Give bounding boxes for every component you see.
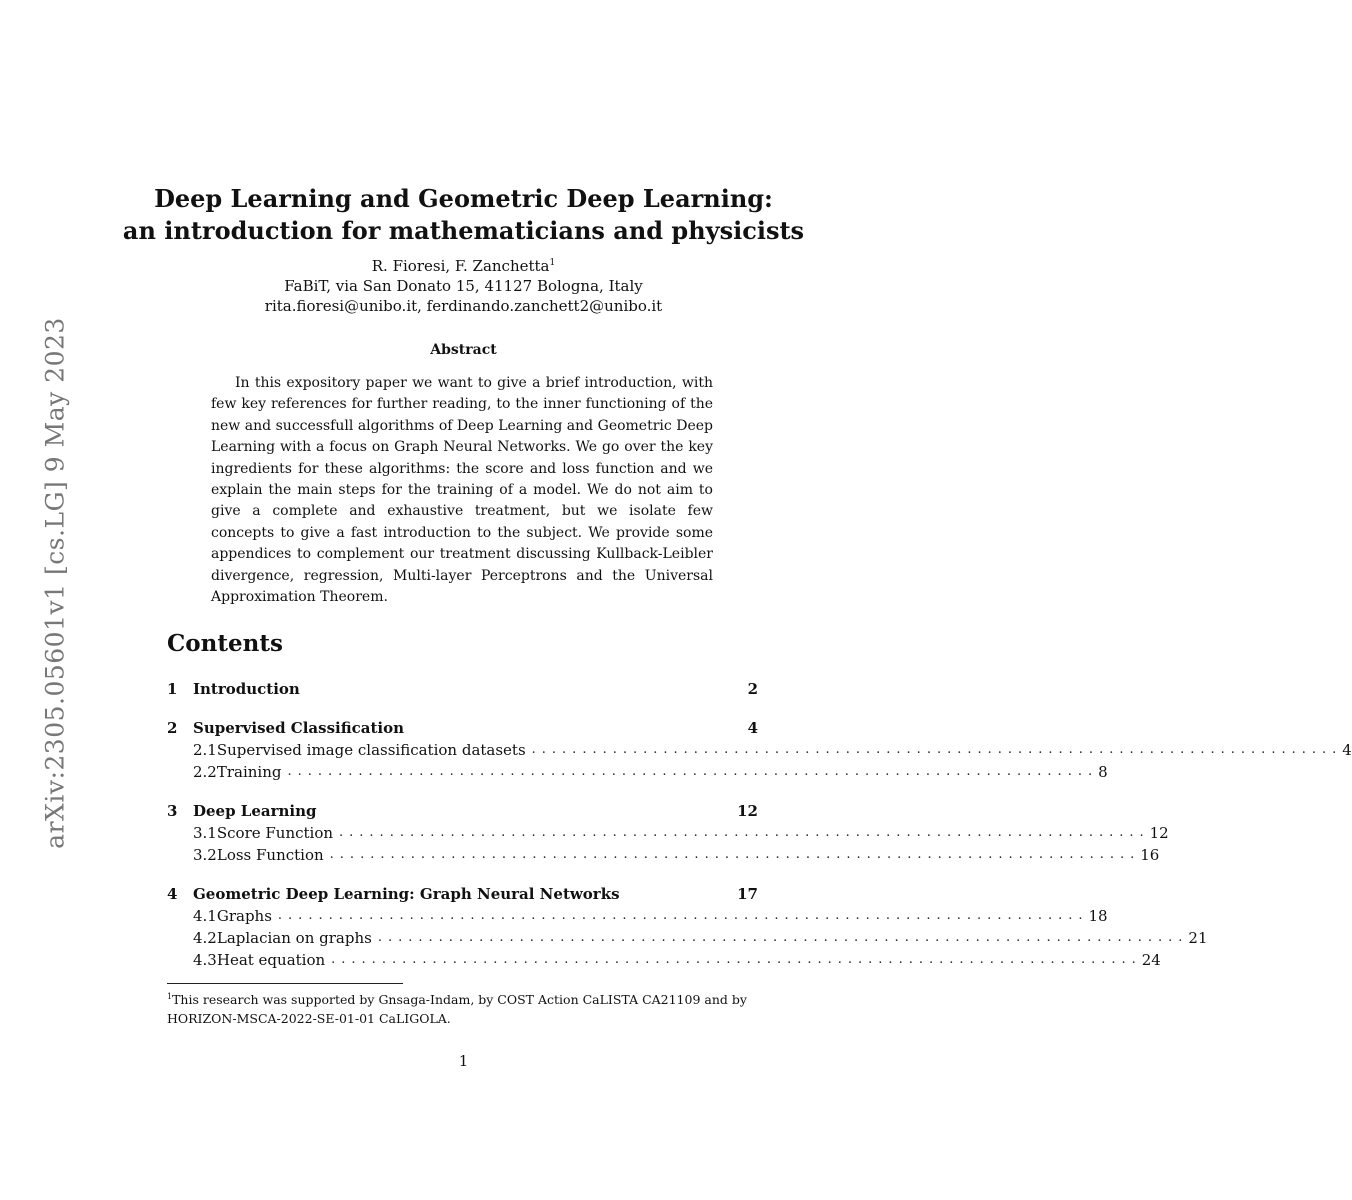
toc-section-number: 4	[167, 885, 178, 903]
toc-section-page: 4	[747, 719, 758, 737]
toc-section-entry[interactable]	[167, 883, 758, 905]
toc-subsection-number: 3.2	[193, 846, 217, 864]
toc-subsection-title: Laplacian on graphs	[217, 927, 378, 949]
toc-subsection-title: Graphs	[217, 905, 278, 927]
toc-subsection-entry[interactable]	[167, 905, 1108, 927]
toc-section-page: 17	[737, 885, 758, 903]
toc-section-title: Geometric Deep Learning: Graph Neural Networks	[193, 885, 620, 903]
toc-leader-dots: ................................................................................	[329, 847, 1141, 862]
toc-subsection-entry[interactable]	[167, 822, 1169, 844]
toc-subsection-title: Heat equation	[217, 949, 331, 971]
toc-subsection-number: 4.1	[193, 907, 217, 925]
author-block	[120, 256, 807, 316]
toc-section-number: 3	[167, 802, 178, 820]
toc-subsection-page: 18	[1088, 907, 1108, 925]
toc-section-entry[interactable]	[167, 717, 758, 739]
toc-leader-dots: ................................................................................	[287, 764, 1099, 779]
footnote-mark: 1	[167, 991, 173, 1001]
toc-subsection-title: Score Function	[217, 822, 339, 844]
toc-subsection-number: 4.2	[193, 929, 217, 947]
table-of-contents	[167, 678, 1352, 971]
paper-title	[120, 183, 807, 247]
toc-subsection-entry[interactable]	[167, 844, 1160, 866]
toc-subsection-entry[interactable]	[167, 927, 1208, 949]
toc-section-page: 12	[737, 802, 758, 820]
toc-subsection-title: Training	[217, 761, 288, 783]
toc-section-number: 2	[167, 719, 178, 737]
toc-subsection-page: 4	[1342, 741, 1352, 759]
toc-subsection-page: 16	[1140, 846, 1160, 864]
contents-heading: Contents	[167, 630, 283, 657]
toc-subsection-page: 24	[1141, 951, 1161, 969]
toc-leader-dots: ................................................................................	[277, 908, 1089, 923]
footnote-rule	[167, 983, 403, 984]
toc-subsection-number: 4.3	[193, 951, 217, 969]
abstract-text: In this expository paper we want to give a brief introduction, with few key references for further reading, to the inner functioning of the new and successfull algorithms of Deep Learning and Geometric Deep Learning with a focus on Graph Neural Networks. We go over the key ingredients for these algorithms: the score and loss function and we explain the main steps for the training of a model. We do not aim to give a complete and exhaustive treatment, but we isolate few concepts to give a fast introduction to the subject. We provide some appendices to complement our treatment discussing Kullback-Leibler divergence, regression, Multi-layer Perceptrons and the Universal Approximation Theorem.	[211, 375, 713, 606]
toc-subsection-entry[interactable]	[167, 761, 1108, 783]
toc-subsection-entry[interactable]	[167, 949, 1161, 971]
toc-subsection-page: 8	[1098, 763, 1108, 781]
toc-subsection-title: Supervised image classification datasets	[217, 739, 532, 761]
author-names-line	[120, 256, 807, 276]
arxiv-identifier: arXiv:2305.05601v1 [cs.LG] 9 May 2023	[40, 317, 70, 849]
title-line-1: Deep Learning and Geometric Deep Learning:	[154, 184, 773, 213]
page-number: 1	[458, 1052, 469, 1070]
toc-leader-dots: ................................................................................	[331, 952, 1142, 967]
toc-subsection-page: 12	[1149, 824, 1169, 842]
title-line-2: an introduction for mathematicians and physicists	[122, 216, 805, 245]
toc-subsection-page: 21	[1188, 929, 1208, 947]
footnote-text: This research was supported by Gnsaga-Indam, by COST Action CaLISTA CA21109 and by HORIZON-MSCA-2022-SE-01-01 CaLIGOLA.	[167, 992, 747, 1026]
author-names: R. Fioresi, F. Zanchetta	[371, 257, 550, 275]
toc-leader-dots: ................................................................................	[339, 825, 1150, 840]
footnote	[167, 990, 758, 1028]
toc-leader-dots: ................................................................................	[531, 742, 1343, 757]
toc-subsection-number: 2.1	[193, 741, 217, 759]
toc-section-entry[interactable]	[167, 800, 758, 822]
toc-section-title: Supervised Classification	[193, 719, 405, 737]
toc-subsection-number: 3.1	[193, 824, 217, 842]
abstract-heading: Abstract	[430, 342, 497, 358]
toc-subsection-entry[interactable]	[167, 739, 1352, 761]
toc-section-title: Introduction	[193, 680, 300, 698]
toc-section-number: 1	[167, 680, 178, 698]
author-footnote-mark: 1	[549, 258, 556, 268]
toc-leader-dots: ................................................................................	[377, 930, 1189, 945]
author-affiliation: FaBiT, via San Donato 15, 41127 Bologna, Italy	[284, 277, 643, 295]
toc-section-page: 2	[747, 680, 758, 698]
toc-subsection-number: 2.2	[193, 763, 217, 781]
author-emails: rita.fioresi@unibo.it, ferdinando.zanchett2@unibo.it	[264, 297, 663, 315]
toc-section-entry[interactable]	[167, 678, 758, 700]
toc-subsection-title: Loss Function	[217, 844, 330, 866]
toc-section-title: Deep Learning	[193, 802, 317, 820]
